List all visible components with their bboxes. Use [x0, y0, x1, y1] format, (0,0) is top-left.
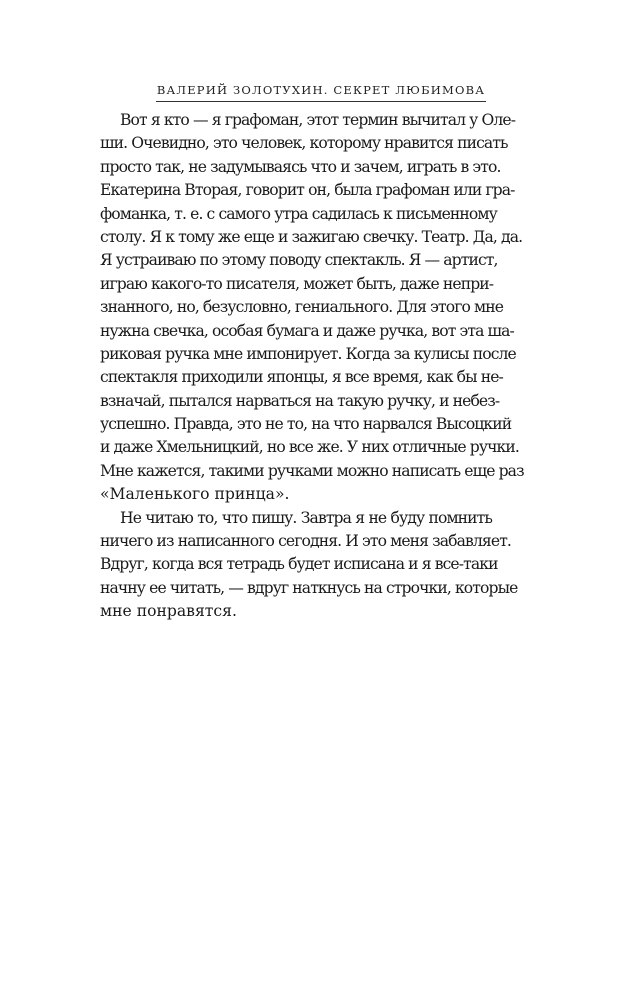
- text-line: Я устраиваю по этому поводу спектакль. Я — артист,: [100, 251, 498, 270]
- text-line: фоманка, т. е. с самого утра садилась к письменному: [100, 204, 497, 223]
- running-head: ВАЛЕРИЙ ЗОЛОТУХИН. СЕКРЕТ ЛЮБИМОВА: [156, 83, 486, 97]
- text-line: Вот я кто — я графоман, этот термин вычитал у Оле-: [120, 111, 516, 129]
- text-line: «Маленького принца».: [100, 485, 290, 504]
- text-line: спектакля приходили японцы, я все время, как бы не-: [100, 368, 503, 387]
- text-line: Не читаю то, что пишу. Завтра я не буду помнить: [120, 508, 492, 527]
- text-line: и даже Хмельницкий, но все же. У них отличные ручки.: [100, 438, 519, 457]
- text-line: ничего из написанного сегодня. И это меня забавляет.: [100, 532, 511, 551]
- text-line: мне понравятся.: [100, 602, 237, 621]
- text-line: Екатерина Вторая, говорит он, была графоман или гра-: [100, 181, 515, 200]
- body-text: [100, 109, 524, 624]
- text-line: Вдруг, когда вся тетрадь будет исписана и я все-таки: [100, 555, 498, 574]
- text-line: взначай, пытался нарваться на такую ручку, и небез-: [100, 391, 500, 410]
- text-line: играю какого-то писателя, может быть, даже непри-: [100, 274, 494, 293]
- text-line: знанного, но, безусловно, гениального. Для этого мне: [100, 298, 504, 317]
- text-line: ши. Очевидно, это человек, которому нравится писать: [100, 134, 508, 153]
- text-line: начну ее читать, — вдруг наткнусь на строчки, которые: [100, 578, 518, 597]
- text-line: риковая ручка мне импонирует. Когда за кулисы после: [100, 344, 516, 363]
- text-line: столу. Я к тому же еще и зажигаю свечку. Театр. Да, да.: [100, 227, 523, 246]
- text-line: Мне кажется, такими ручками можно написать еще раз: [100, 461, 524, 480]
- paragraph: [100, 109, 524, 507]
- paragraph: [100, 507, 518, 624]
- text-line: успешно. Правда, это не то, на что нарвался Высоцкий: [100, 415, 512, 434]
- text-line: просто так, не задумываясь что и зачем, играть в это.: [100, 157, 501, 176]
- running-head-rule: [156, 101, 486, 102]
- text-line: нужна свечка, особая бумага и даже ручка, вот эта ша-: [100, 321, 514, 340]
